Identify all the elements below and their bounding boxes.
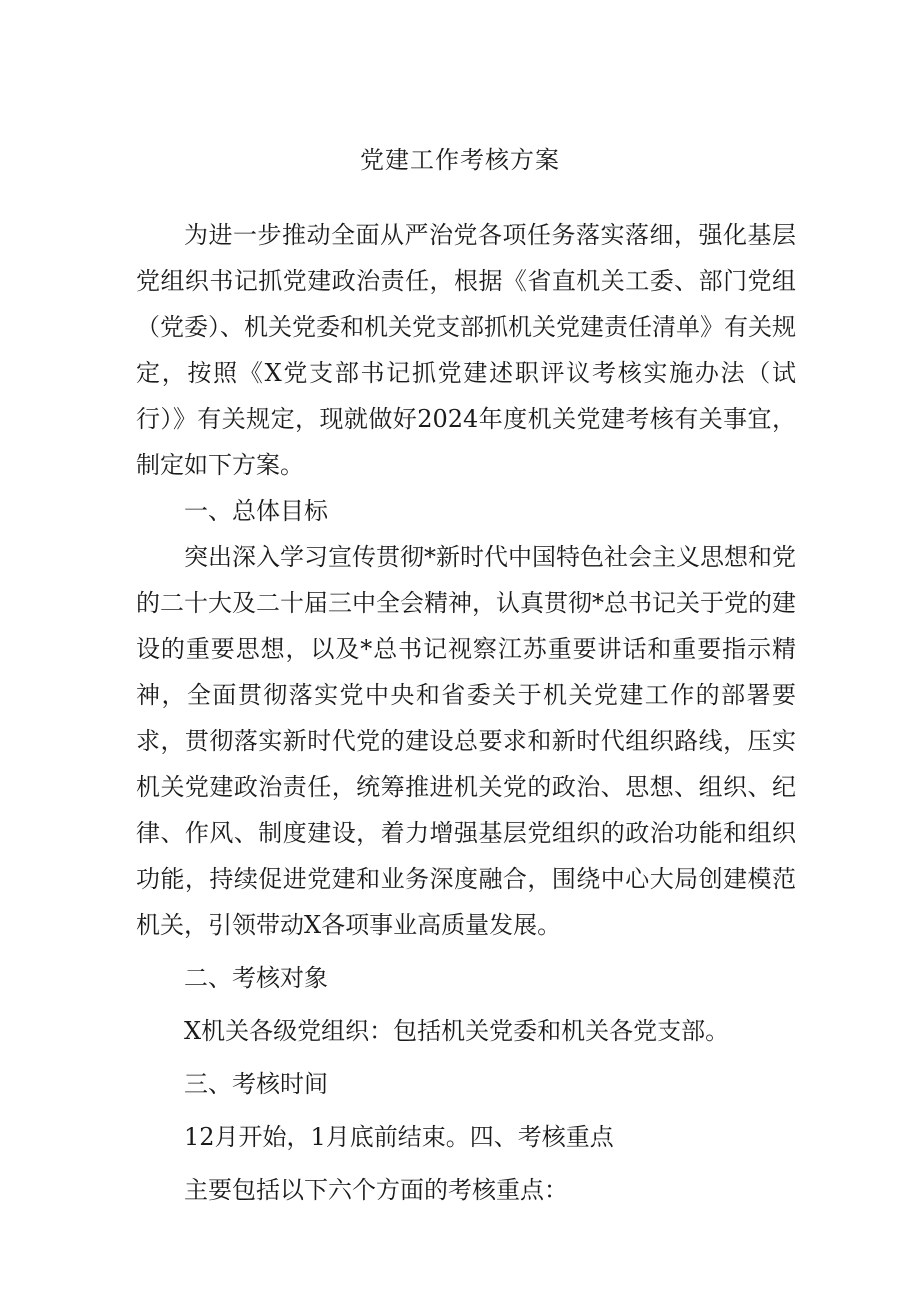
assessment-target-paragraph: X机关各级党组织：包括机关党委和机关各党支部。 xyxy=(184,1017,730,1045)
section-heading-overall-goal: 一、总体目标 xyxy=(184,497,328,525)
overall-goal-paragraph: 突出深入学习宣传贯彻*新时代中国特色社会主义思想和党的二十大及二十届三中全会精神，认真贯彻*总书记关于党的建设的重要思想，以及*总书记视察江苏重要讲话和重要指示精神，全面贯彻落实党中央和省委关于机关党建工作的部署要求，贯彻落实新时代党的建设总要求和新时代组织路线，压实机关党建政治责任，统筹推进机关党的政治、思想、组织、纪律、作风、制度建设，着力增强基层党组织的政治功能和组织功能，持续促进党建和业务深度融合，围绕中心大局创建模范机关，引领带动X各项事业高质量发展。 xyxy=(136,543,796,939)
assessment-focus-paragraph: 主要包括以下六个方面的考核重点： xyxy=(184,1176,568,1204)
section-heading-assessment-target: 二、考核对象 xyxy=(184,964,328,992)
intro-paragraph: 为进一步推动全面从严治党各项任务落实落细，强化基层党组织书记抓党建政治责任，根据《省直机关工委、部门党组（党委）、机关党委和机关党支部抓机关党建责任清单》有关规定，按照《X党支部书记抓党建述职评议考核实施办法（试行）》有关规定，现就做好2024年度机关党建考核有关事宜，制定如下方案。 xyxy=(136,221,796,479)
document-title: 党建工作考核方案 xyxy=(360,146,560,174)
document-body xyxy=(136,212,796,1213)
section-heading-assessment-time: 三、考核时间 xyxy=(184,1070,328,1098)
assessment-time-paragraph: 12月开始，1月底前结束。四、考核重点 xyxy=(184,1123,614,1151)
